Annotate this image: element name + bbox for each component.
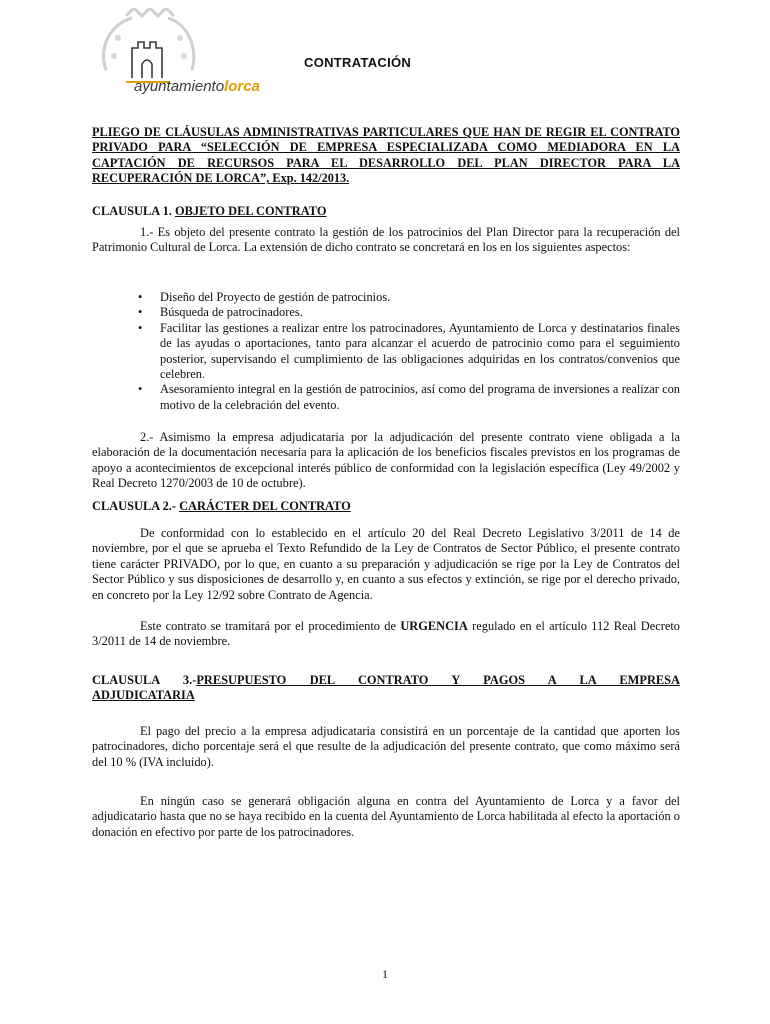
clausula-2-prefix: CLAUSULA 2.- — [92, 499, 176, 513]
clausula-1-bullet-list — [92, 290, 680, 413]
clausula-3-paragraph-2: En ningún caso se generará obligación alguna en contra del Ayuntamiento de Lorca y a favor del adjudicatario hasta que no se haya recibido en la cuenta del Ayuntamiento de Lorca habilitada al efecto la aportación o donación en efectivo por parte de los patrocinadores. — [92, 794, 680, 839]
list-item: • Asesoramiento integral en la gestión de patrocinios, así como del programa de inversiones a realizar con motivo de la celebración del evento. — [92, 382, 680, 413]
clausula-2-paragraph-1: De conformidad con lo establecido en el artículo 20 del Real Decreto Legislativo 3/2011 de 14 de noviembre, por el que se aprueba el Texto Refundido de la Ley de Contratos de Sector Público, el presente contrato tiene carácter PRIVADO, por lo que, en cuanto a su preparación y adjudicación se rige por la Ley de Contratos del Sector Público y sus disposiciones de desarrollo y, en cuanto a sus efectos y extinción, se rige por el derecho privado, en concreto por la Ley 12/92 sobre Contrato de Agencia. — [92, 526, 680, 602]
clausula-1-paragraph-1: 1.- Es objeto del presente contrato la gestión de los patrocinios del Plan Director para la recuperación del Patrimonio Cultural de Lorca. La extensión de dicho contrato se concretará en los en los siguientes aspectos: — [92, 225, 680, 255]
clausula-3-heading — [92, 673, 680, 704]
logo-text-accent: lorca — [224, 78, 260, 95]
list-item: • Búsqueda de patrocinadores. — [92, 305, 680, 320]
list-item: • Facilitar las gestiones a realizar entre los patrocinadores, Ayuntamiento de Lorca y destinatarios finales de las ayudas o aportaciones, tanto para alcanzar el acuerdo de patrocinio como para el seguimiento posterior, supervisando el cumplimiento de las obligaciones adquiridas en los contratos/convenios que celebren. — [92, 321, 680, 383]
clausula-2-p2-before: Este contrato se tramitará por el procedimiento de — [140, 619, 401, 633]
clausula-2-paragraph-2 — [92, 619, 680, 650]
clausula-2-title: CARÁCTER DEL CONTRATO — [179, 499, 351, 513]
clausula-1-title: OBJETO DEL CONTRATO — [174, 204, 327, 218]
clausula-1-heading — [92, 204, 680, 219]
page-number: 1 — [382, 967, 388, 981]
clausula-2-p2-after: regulado en el artículo 112 Real Decreto 3/2011 de 14 de noviembre. — [92, 619, 681, 649]
clausula-1-prefix: CLAUSULA 1. — [92, 204, 172, 218]
header-title: CONTRATACIÓN — [304, 55, 412, 70]
list-item: • Diseño del Proyecto de gestión de patrocinios. — [92, 290, 680, 305]
clausula-3-title-line-2: ADJUDICATARIA — [92, 688, 195, 703]
urgencia-emphasis: URGENCIA — [400, 619, 468, 633]
clausula-3-prefix: CLAUSULA 3.- — [92, 673, 197, 687]
ayuntamiento-lorca-logo — [96, 8, 292, 110]
logo-text-main: ayuntamiento — [134, 78, 225, 95]
clausula-2-heading — [92, 499, 680, 514]
clausula-1-paragraph-2: 2.- Asimismo la empresa adjudicataria por la adjudicación del presente contrato viene obligada a la elaboración de la documentación necesaria para la aplicación de los beneficios fiscales previstos en los programas de apoyo a acontecimientos de excepcional interés público de conformidad con la legislación específica (Ley 49/2002 y Real Decreto 1270/2003 de 10 de octubre). — [92, 430, 680, 491]
clausula-3-paragraph-1: El pago del precio a la empresa adjudicataria consistirá en un porcentaje de la cantidad que aporten los patrocinadores, dicho porcentaje será el que resulte de la adjudicación del presente contrato, que como máximo será del 10 % (IVA incluido). — [92, 724, 680, 769]
document-title: PLIEGO DE CLÁUSULAS ADMINISTRATIVAS PARTICULARES QUE HAN DE REGIR EL CONTRATO PRIVADO PARA “SELECCIÓN DE EMPRESA ESPECIALIZADA COMO MEDIADORA EN LA CAPTACIÓN DE RECURSOS PARA EL DESARROLLO DEL PLAN DIRECTOR PARA LA RECUPERACIÓN DE LORCA”, Exp. 142/2013. — [92, 125, 680, 186]
clausula-3-title-line-1: PRESUPUESTO DEL CONTRATO Y PAGOS A LA EMPRESA — [196, 673, 680, 687]
